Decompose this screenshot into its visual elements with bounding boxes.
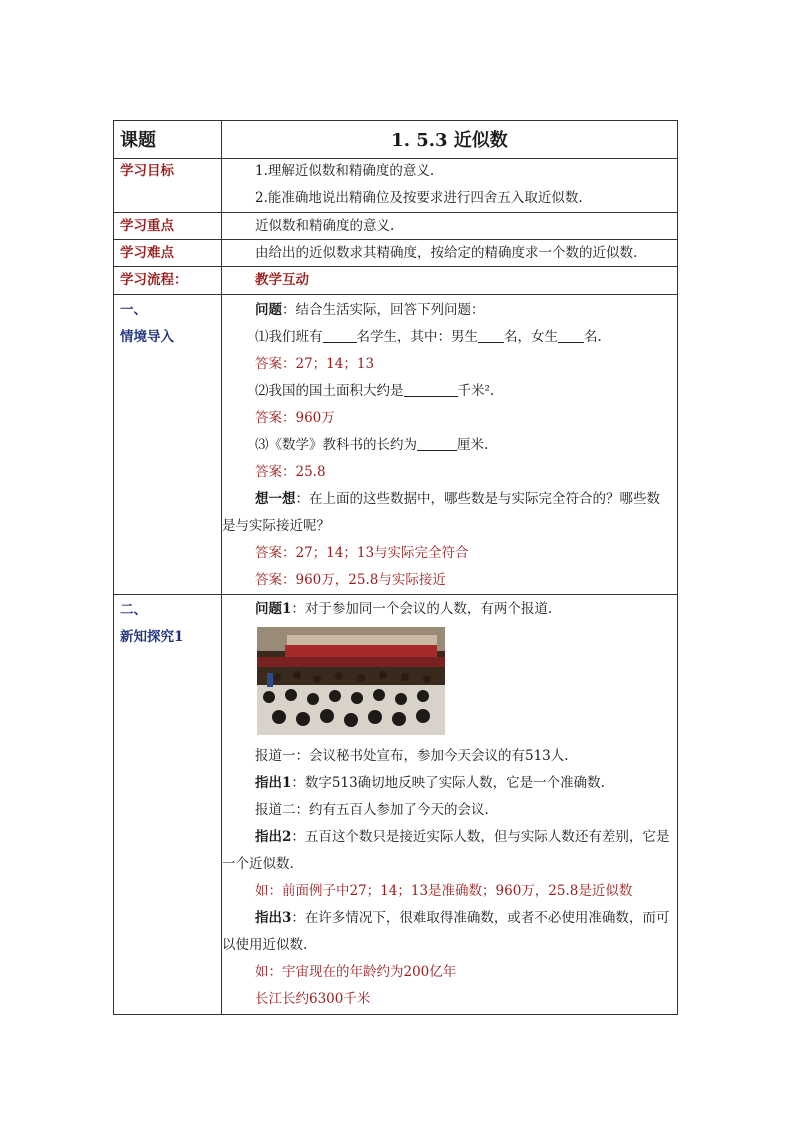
question-label: 问题 [255, 302, 282, 318]
answer-exact: 答案：27；14；13与实际完全符合 [255, 545, 469, 561]
process-label: 学习流程： [120, 272, 188, 288]
think-label: 想一想 [255, 491, 296, 507]
section-1-name: 情境导入 [120, 329, 174, 345]
lesson-title: 1. 5.3 近似数 [391, 130, 508, 151]
question-1: ⑴我们班有 名学生，其中：男生 名，女生 名. [255, 329, 602, 345]
header-label: 课题 [120, 130, 156, 151]
difficulty-label: 学习难点 [120, 245, 174, 261]
point-1-label: 指出1 [255, 775, 292, 791]
example-2: 如：宇宙现在的年龄约为200亿年 [255, 964, 457, 980]
question-2: ⑵我国的国土面积大约是 千米². [255, 383, 495, 399]
report-2: 报道二：约有五百人参加了今天的会议. [255, 802, 489, 818]
point-1: 指出1：数字513确切地反映了实际人数，它是一个准确数. [255, 775, 605, 791]
key-point-label: 学习重点 [120, 218, 174, 234]
report-1: 报道一：会议秘书处宣布，参加今天会议的有513人. [255, 748, 569, 764]
point-3: 指出3：在许多情况下，很难取得准确数，或者不必使用准确数，而可以使用近似数. [222, 910, 670, 953]
blank [404, 382, 458, 397]
blank [323, 328, 357, 343]
point-2: 指出2：五百这个数只是接近实际人数，但与实际人数还有差别，它是一个近似数. [222, 829, 670, 872]
key-point-text: 近似数和精确度的意义. [255, 218, 395, 234]
section-1-number: 一、 [120, 302, 147, 318]
example-1: 如：前面例子中27；14；13是准确数；960万，25.8是近似数 [255, 883, 633, 899]
answer-approx: 答案：960万，25.8与实际接近 [255, 572, 446, 588]
answer-3: 答案：25.8 [255, 464, 326, 480]
point-3-label: 指出3 [255, 910, 292, 926]
think-prompt: 想一想：在上面的这些数据中，哪些数是与实际完全符合的？哪些数是与实际接近呢？ [222, 491, 660, 534]
point-2-label: 指出2 [255, 829, 292, 845]
objective-1: 1.理解近似数和精确度的意义. [255, 163, 435, 179]
example-3: 长江长约6300千米 [255, 991, 371, 1007]
answer-1: 答案：27；14；13 [255, 356, 375, 372]
question-1-intro: 问题1：对于参加同一个会议的人数，有两个报道. [255, 601, 553, 617]
conference-photo [257, 627, 445, 735]
difficulty-text: 由给出的近似数求其精确度，按给定的精确度求一个数的近似数. [255, 245, 638, 261]
section-2-number: 二、 [120, 602, 147, 618]
blank [478, 328, 504, 343]
blank [558, 328, 584, 343]
question-1-label: 问题1 [255, 601, 292, 617]
question-3: ⑶《数学》教科书的长约为 厘米. [255, 437, 489, 453]
answer-2: 答案：960万 [255, 410, 335, 426]
blank [417, 436, 457, 451]
section-2-name: 新知探究1 [120, 629, 184, 645]
objectives-label: 学习目标 [120, 163, 174, 179]
question-intro: 问题：结合生活实际，回答下列问题： [255, 302, 485, 318]
objective-2: 2.能准确地说出精确位及按要求进行四舍五入取近似数. [255, 190, 583, 206]
lesson-plan-table [113, 120, 678, 1015]
process-value: 教学互动 [255, 272, 309, 288]
